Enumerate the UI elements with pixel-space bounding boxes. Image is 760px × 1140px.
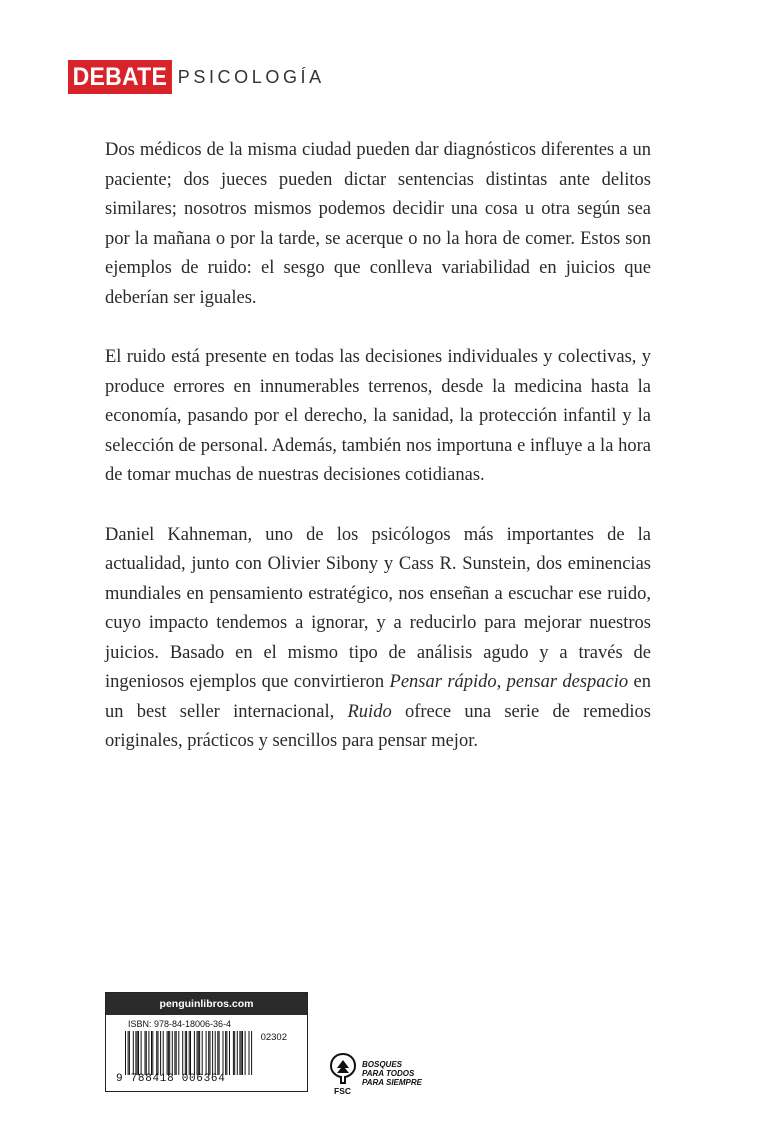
barcode-icon — [125, 1031, 253, 1075]
fsc-line-2: PARA TODOS — [362, 1069, 415, 1078]
fsc-line-1: BOSQUES — [362, 1060, 403, 1069]
synopsis — [105, 136, 651, 787]
fsc-label: FSC — [334, 1086, 351, 1096]
synopsis-paragraph-3 — [105, 521, 651, 757]
p3-text-c: ofrece una serie de remedios originales, prácticos y sencillos para pensar mejor. — [105, 701, 651, 751]
book-title-ruido: Ruido — [347, 701, 392, 722]
barcode-bars — [125, 1031, 253, 1075]
fsc-slogan — [362, 1060, 422, 1087]
p3-text-a: Daniel Kahneman, uno de los psicólogos más importantes de la actualidad, junto con Olivier Sibony y Cass R. Sunstein, dos eminencias mundiales en pensamiento estratégico, nos enseñan a escuchar ese ruido, cuyo impacto tendemos a ignorar, y a reducirlo para mejorar nuestros juicios. Basado en el mismo tipo de análisis agudo y a través de ingeniosos ejemplos que convirtieron — [105, 524, 651, 692]
book-title-pensar: Pensar rápido, pensar despacio — [389, 672, 629, 692]
barcode-digits: 9 788418 006364 — [116, 1073, 226, 1085]
publisher-logo: DEBATE — [68, 60, 172, 94]
price-code: 02302 — [260, 1032, 287, 1043]
cover-header — [68, 60, 325, 94]
synopsis-paragraph-1: Dos médicos de la misma ciudad pueden dar diagnósticos diferentes a un paciente; dos jueces pueden dictar sentencias distintas ante delitos similares; nosotros mismos podemos decidir una cosa u otra según sea por la mañana o por la tarde, se acerque o no la hora de comer. Estos son ejemplos de ruido: el sesgo que conlleva variabilidad en juicios que deberían ser iguales. — [105, 140, 651, 308]
synopsis-paragraph-2: El ruido está presente en todas las decisiones individuales y colectivas, y produce errores en innumerables terrenos, desde la medicina hasta la economía, pasando por el derecho, la sanidad, la protección infantil y la selección de personal. Además, también nos importuna e influye a la hora de tomar muchas de nuestras decisiones cotidianas. — [105, 347, 651, 485]
isbn-number: ISBN: 978-84-18006-36-4 — [128, 1019, 232, 1029]
collection-label: PSICOLOGÍA — [177, 66, 325, 87]
barcode-panel — [105, 992, 308, 1092]
fsc-tree-icon — [328, 1052, 358, 1086]
fsc-seal — [328, 1052, 448, 1097]
website-url: penguinlibros.com — [106, 993, 307, 1015]
fsc-line-3: PARA SIEMPRE — [362, 1078, 423, 1087]
p3-text-b: en un best seller internacional, — [105, 672, 652, 722]
